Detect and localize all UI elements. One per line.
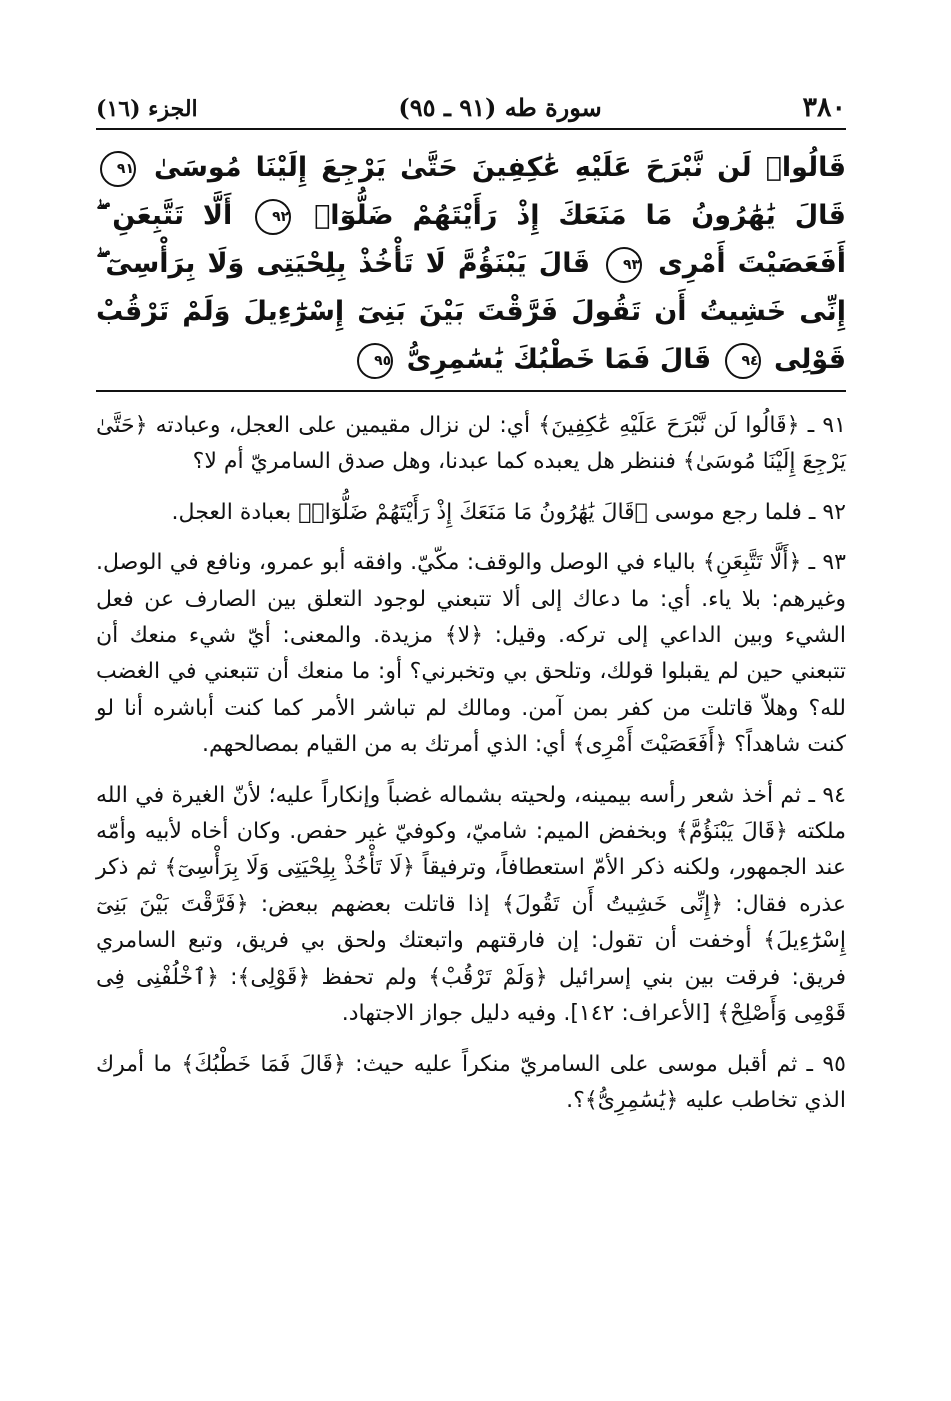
section-divider	[96, 390, 846, 392]
ayah-94: قَالَ يَبْنَؤُمَّ لَا تَأْخُذْ بِلِحْيَتِى وَلَا بِرَأْسِىٓ ۖ إِنِّى خَشِيتُ أَن تَقُولَ فَرَّقْتَ بَيْنَ بَنِىٓ إِسْرَٰٓءِيلَ وَلَمْ تَرْقُبْ قَوْلِى	[96, 248, 846, 375]
ayah-92: قَالَ يَٰهَٰرُونُ مَا مَنَعَكَ إِذْ رَأَيْتَهُمْ ضَلُّوٓا۟	[314, 200, 846, 231]
commentary-94: ٩٤ ـ ثم أخذ شعر رأسه بيمينه، ولحيته بشماله غضباً وإنكاراً عليه؛ لأنّ الغيرة في الله ملكته ﴿قَالَ يَبْنَؤُمَّ﴾ وبخفض الميم: شاميّ، وكوفيّ غير حفص. وكان أخاه لأبيه وأمّه عند الجمهور، ولكنه ذكر الأمّ استعطافاً، وترفيقاً ﴿لَا تَأْخُذْ بِلِحْيَتِى وَلَا بِرَأْسِىٓ﴾ ثم ذكر عذره فقال: ﴿إِنِّى خَشِيتُ أَن تَقُولَ﴾ إذا قاتلت بعضهم ببعض: ﴿فَرَّقْتَ بَيْنَ بَنِىٓ إِسْرَٰٓءِيلَ﴾ أوخفت أن تقول: إن فارقتهم واتبعتك ولحق بي فريق، وتبع السامري فريق: فرقت بين بني إسرائيل ﴿وَلَمْ تَرْقُبْ﴾ ولم تحفظ ﴿قَوْلِى﴾: ﴿ٱخْلُفْنِى فِى قَوْمِى وَأَصْلِحْ﴾ [الأعراف: ١٤٢]. وفيه دليل جواز الاجتهاد.	[96, 782, 846, 1027]
commentary-91: ٩١ ـ ﴿قَالُوا لَن نَّبْرَحَ عَلَيْهِ عَٰكِفِينَ﴾ أي: لن نزال مقيمين على العجل، وعبادته ﴿حَتَّىٰ يَرْجِعَ إِلَيْنَا مُوسَىٰ﴾ فننظر هل يعبده كما عبدنا، وهل صدق السامريّ أم لا؟	[96, 413, 846, 475]
ayah-91: قَالُوا۟ لَن نَّبْرَحَ عَلَيْهِ عَٰكِفِينَ حَتَّىٰ يَرْجِعَ إِلَيْنَا مُوسَىٰ	[154, 152, 846, 183]
juz-label: الجزء (١٦)	[96, 96, 198, 122]
ayah-marker-91: ٩١	[100, 151, 136, 187]
ayah-marker-92: ٩٢	[255, 199, 291, 235]
page-header	[96, 88, 846, 130]
ayah-marker-95: ٩٥	[357, 343, 393, 379]
page-number: ٣٨٠	[802, 92, 846, 123]
ayah-marker-93: ٩٣	[606, 247, 642, 283]
commentary	[96, 408, 846, 1119]
page	[96, 88, 846, 1133]
surah-title: سورة طه (٩١ ـ ٩٥)	[398, 93, 602, 122]
commentary-93: ٩٣ ـ ﴿أَلَّا تَتَّبِعَنِ﴾ بالياء في الوصل والوقف: مكّيّ. وافقه أبو عمرو، ونافع في الوصل. وغيرهم: بلا ياء. أي: ما دعاك إلى ألا تتبعني لوجود التعلق بين الصارف عن فعل الشيء وبين الداعي إلى تركه. وقيل: ﴿لا﴾ مزيدة. والمعنى: أيّ شيء منعك أن تتبعني حين لم يقبلوا قولك، وتلحق بي وتخبرني؟ أو: ما منعك أن تتبعني في الغضب لله؟ وهلاّ قاتلت من كفر بمن آمن. ومالك لم تباشر الأمر كما كنت أباشره أنا لو كنت شاهداً؟ ﴿أَفَعَصَيْتَ أَمْرِى﴾ أي: الذي أمرتك به من القيام بمصالحهم.	[96, 550, 846, 758]
commentary-92: ٩٢ ـ فلما رجع موسى ﴿قَالَ يَٰهَٰرُونُ مَا مَنَعَكَ إِذْ رَأَيْتَهُمْ ضَلُّوٓا۟﴾ بعبادة العجل.	[171, 499, 846, 525]
ayah-93: أَلَّا تَتَّبِعَنِ ۖ أَفَعَصَيْتَ أَمْرِى	[96, 200, 846, 279]
commentary-95: ٩٥ ـ ثم أقبل موسى على السامريّ منكراً عليه حيث: ﴿قَالَ فَمَا خَطْبُكَ﴾ ما أمرك الذي تخاطب عليه ﴿يَٰسَٰمِرِىُّ﴾؟.	[96, 1051, 846, 1113]
ayah-marker-94: ٩٤	[725, 343, 761, 379]
quran-verses	[96, 144, 846, 384]
ayah-95: قَالَ فَمَا خَطْبُكَ يَٰسَٰمِرِىُّ	[406, 344, 712, 375]
